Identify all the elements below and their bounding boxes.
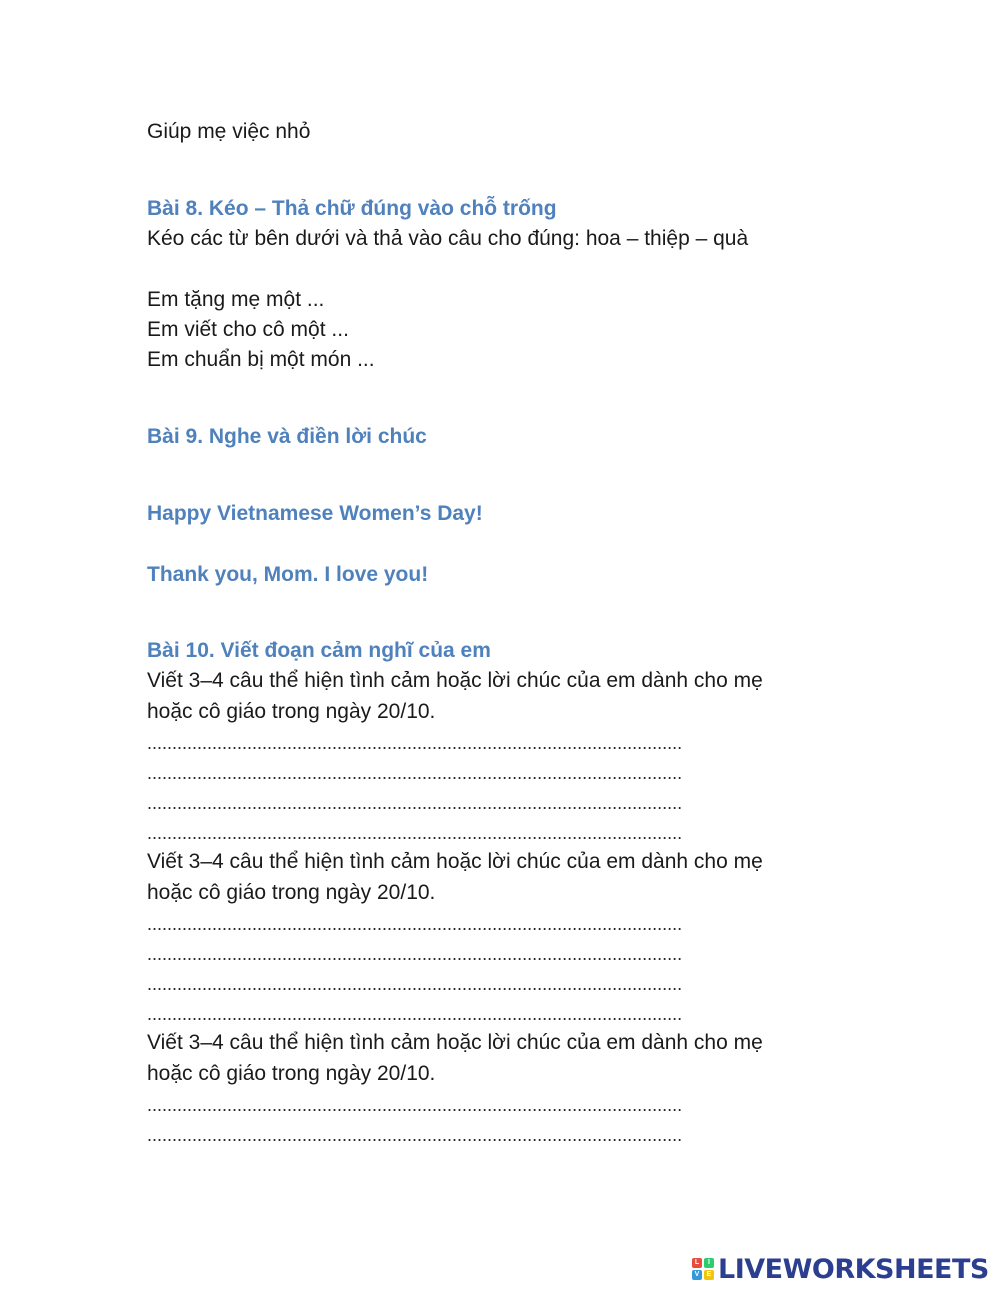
answer-blank[interactable]: ........................................................................................................... (147, 1125, 683, 1145)
answer-blank[interactable]: ........................................................................................................... (147, 914, 683, 934)
bai10-prompt-line2: hoặc cô giáo trong ngày 20/10. (147, 881, 436, 904)
liveworksheets-logo (692, 1255, 989, 1283)
bai10-prompt-line2: hoặc cô giáo trong ngày 20/10. (147, 1062, 436, 1085)
logo-block-v: V (692, 1270, 702, 1280)
bai10-prompt-line1: Viết 3–4 câu thể hiện tình cảm hoặc lời chúc của em dành cho mẹ (147, 669, 763, 692)
answer-blank[interactable]: ........................................................................................................... (147, 974, 683, 994)
liveworksheets-logo-icon (692, 1258, 714, 1280)
intro-line: Giúp mẹ việc nhỏ (147, 120, 311, 143)
answer-blank[interactable]: ........................................................................................................... (147, 1095, 683, 1115)
answer-blank[interactable]: ........................................................................................................... (147, 823, 683, 843)
bai8-title: Bài 8. Kéo – Thả chữ đúng vào chỗ trống (147, 197, 557, 220)
bai10-prompt-line1: Viết 3–4 câu thể hiện tình cảm hoặc lời chúc của em dành cho mẹ (147, 850, 763, 873)
logo-block-i: I (704, 1258, 714, 1268)
bai9-phrase-1: Happy Vietnamese Women’s Day! (147, 502, 483, 525)
bai10-prompt-line2: hoặc cô giáo trong ngày 20/10. (147, 700, 436, 723)
answer-blank[interactable]: ........................................................................................................... (147, 763, 683, 783)
answer-blank[interactable]: ........................................................................................................... (147, 944, 683, 964)
logo-block-l: L (692, 1258, 702, 1268)
answer-blank[interactable]: ........................................................................................................... (147, 733, 683, 753)
bai8-instruction: Kéo các từ bên dưới và thả vào câu cho đúng: hoa – thiệp – quà (147, 227, 749, 250)
logo-text: LIVEWORKSHEETS (718, 1253, 989, 1285)
bai10-prompt-line1: Viết 3–4 câu thể hiện tình cảm hoặc lời chúc của em dành cho mẹ (147, 1031, 763, 1054)
bai8-sentence-2: Em viết cho cô một ... (147, 318, 349, 341)
bai9-title: Bài 9. Nghe và điền lời chúc (147, 425, 427, 448)
logo-block-e: E (704, 1270, 714, 1280)
bai10-title: Bài 10. Viết đoạn cảm nghĩ của em (147, 639, 491, 662)
bai9-phrase-2: Thank you, Mom. I love you! (147, 563, 429, 586)
bai8-sentence-3: Em chuẩn bị một món ... (147, 348, 375, 371)
bai8-sentence-1: Em tặng mẹ một ... (147, 288, 325, 311)
answer-blank[interactable]: ........................................................................................................... (147, 793, 683, 813)
answer-blank[interactable]: ........................................................................................................... (147, 1004, 683, 1024)
